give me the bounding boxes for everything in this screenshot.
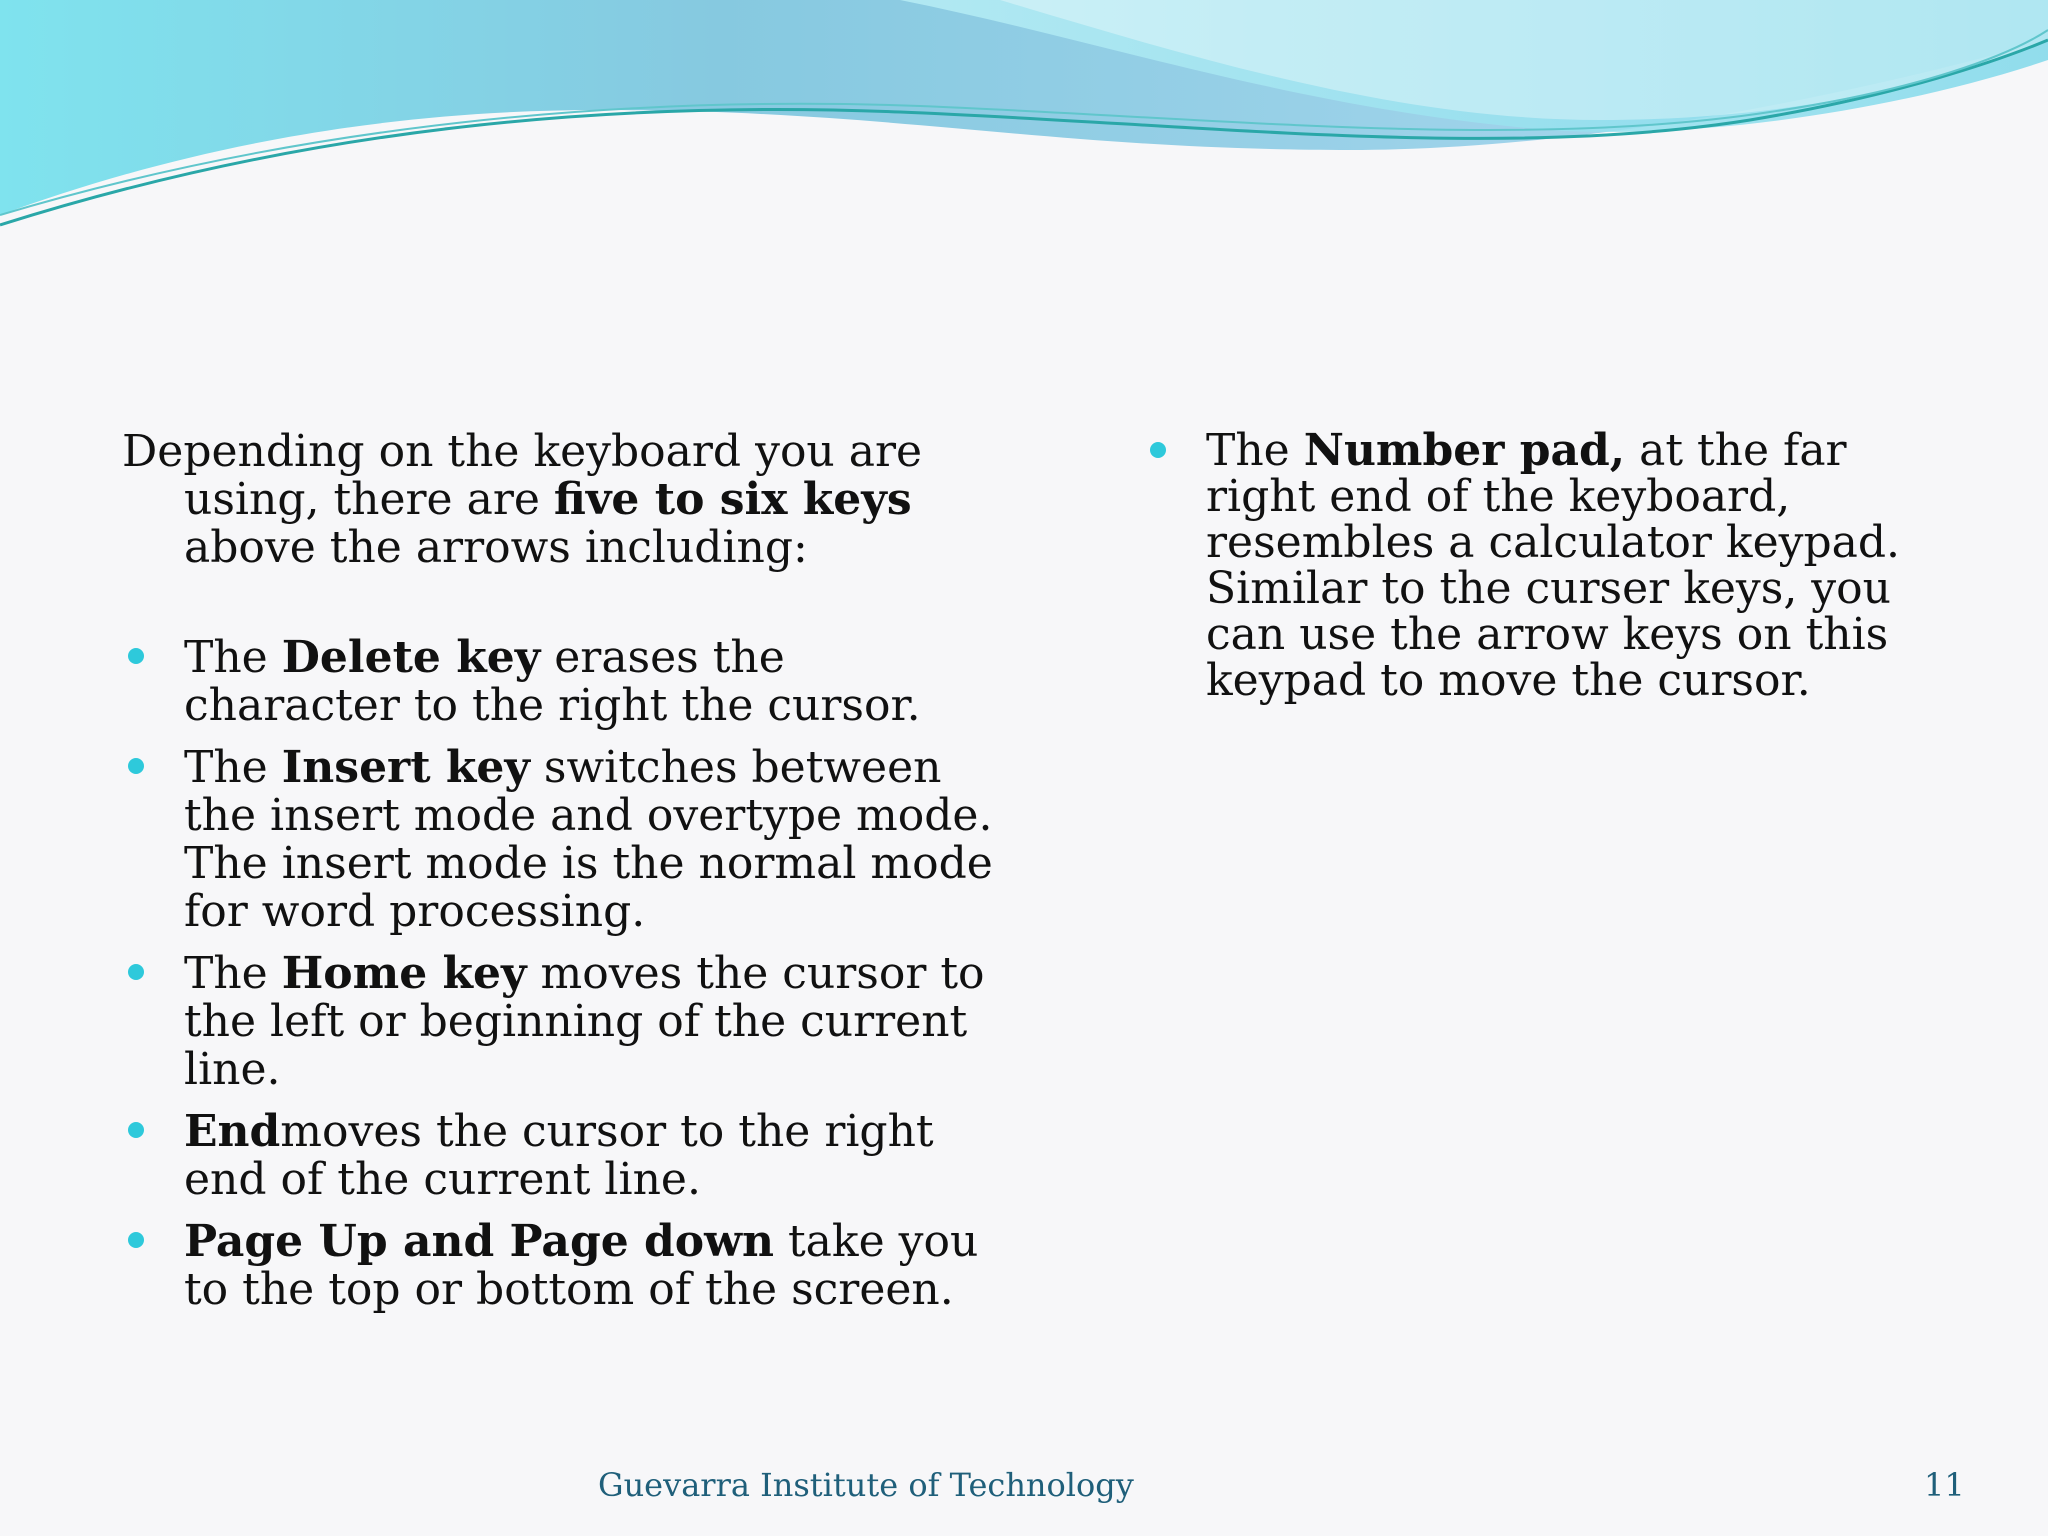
list-item-home-key (122, 950, 1002, 1094)
list-item-insert-key (122, 744, 1002, 936)
bullet-bold: Insert key (281, 742, 530, 793)
list-item-delete-key (122, 634, 1002, 730)
intro-text-after: above the arrows including: (184, 522, 808, 573)
bullet-icon (128, 1232, 144, 1248)
bullet-pre: The (184, 632, 282, 683)
bullet-pre: The (184, 948, 282, 999)
header-wave-decoration (0, 0, 2048, 240)
intro-text-before: Depending on the keyboard you are using, there are (122, 426, 923, 525)
bullet-icon (1150, 442, 1166, 458)
intro-text-bold: five to six keys (553, 474, 912, 525)
bullet-bold: Delete key (281, 632, 541, 683)
bullet-pre: The (184, 742, 282, 793)
right-column (1144, 425, 1924, 718)
right-bullet-list (1144, 425, 1924, 706)
list-item-page-keys (122, 1218, 1002, 1314)
page-number: 11 (1924, 1466, 1965, 1504)
bullet-bold: Home key (281, 948, 527, 999)
bullet-post: at the far right end of the keyboard, resembles a calculator keypad. Similar to the curser keys, you can use the arrow keys on this keypad to move the cursor. (1206, 425, 1901, 706)
bullet-post: moves the cursor to the left or beginning of the current line. (184, 948, 985, 1095)
intro-paragraph (122, 428, 1002, 572)
bullet-post: moves the cursor to the right end of the current line. (184, 1106, 934, 1205)
bullet-post: erases the character to the right the cursor. (184, 632, 921, 731)
bullet-bold: End (184, 1106, 281, 1157)
footer-organization: Guevarra Institute of Technology (598, 1466, 1134, 1504)
bullet-bold: Page Up and Page down (184, 1216, 775, 1267)
bullet-icon (128, 964, 144, 980)
left-bullet-list (122, 634, 1002, 1314)
bullet-icon (128, 1122, 144, 1138)
list-item-number-pad (1144, 425, 1924, 706)
bullet-pre: The (1206, 425, 1304, 476)
bullet-post: switches between the insert mode and overtype mode. The insert mode is the normal mode for word processing. (184, 742, 993, 937)
bullet-icon (128, 648, 144, 664)
left-column (122, 428, 1002, 1328)
bullet-bold: Number pad, (1303, 425, 1626, 476)
list-item-end-key (122, 1108, 1002, 1204)
bullet-post: take you to the top or bottom of the screen. (184, 1216, 979, 1315)
bullet-icon (128, 758, 144, 774)
